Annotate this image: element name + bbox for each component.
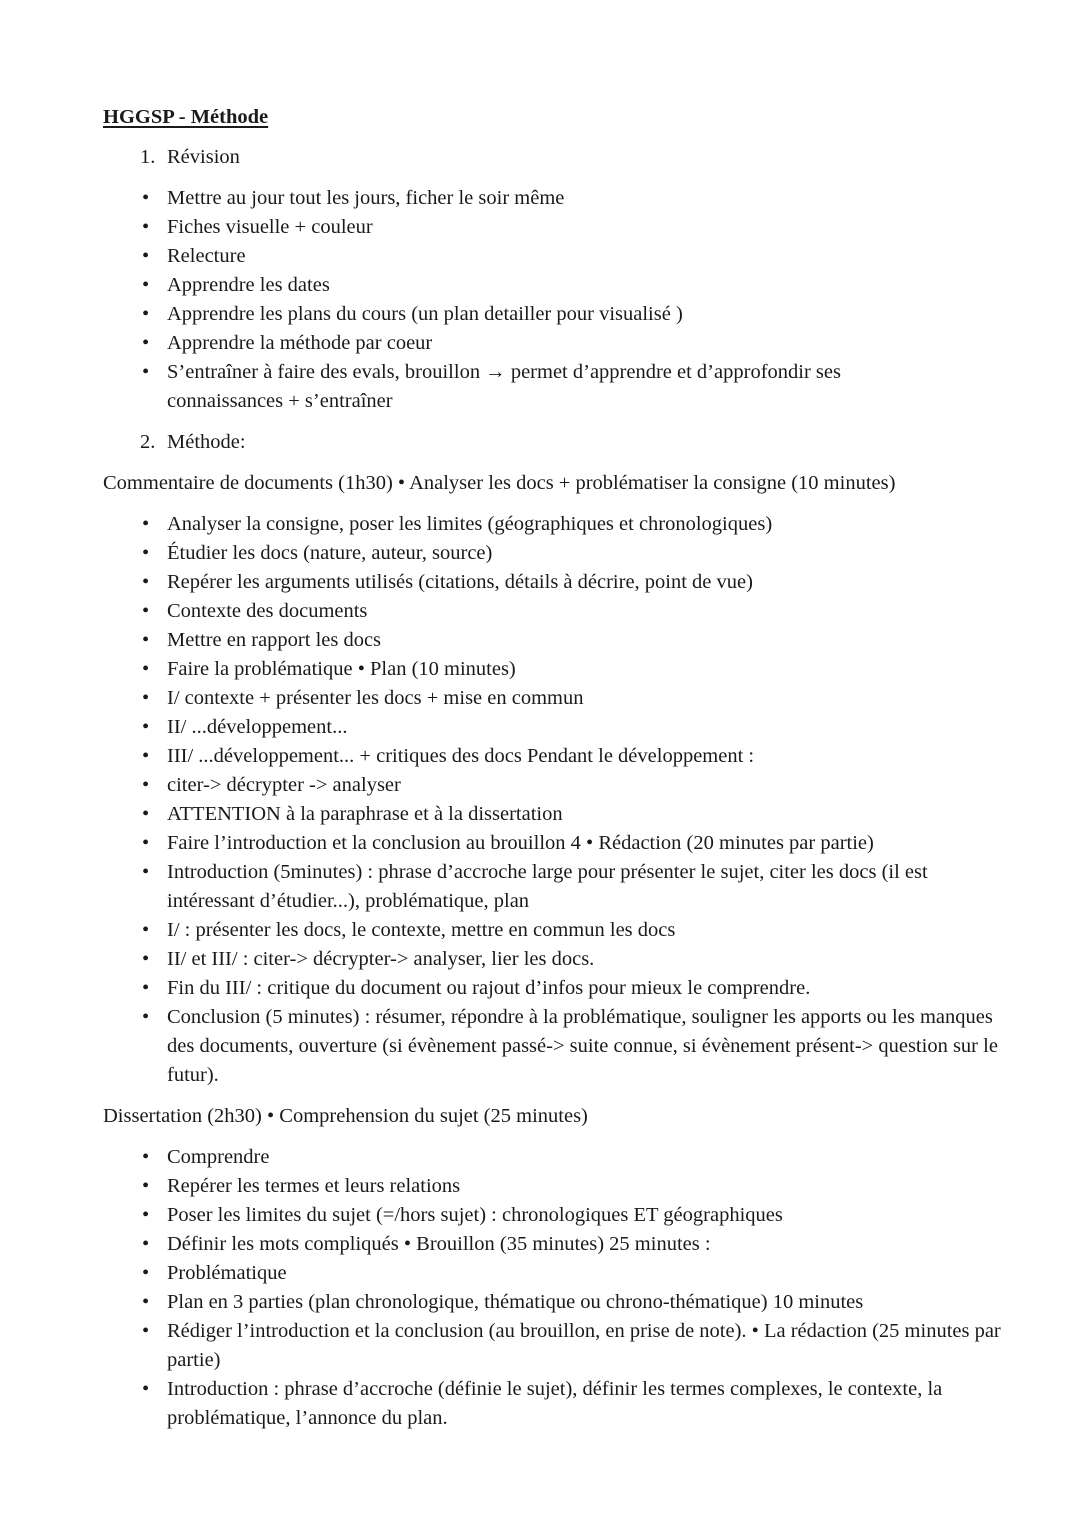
list-item: • ATTENTION à la paraphrase et à la dissertation bbox=[167, 800, 1020, 829]
list-item: • Comprendre bbox=[167, 1143, 1020, 1172]
list-item: • Étudier les docs (nature, auteur, source) bbox=[167, 539, 1020, 568]
list-item: • Analyser la consigne, poser les limites (géographiques et chronologiques) bbox=[167, 510, 1020, 539]
revision-list bbox=[103, 184, 1020, 416]
list-item: • I/ : présenter les docs, le contexte, mettre en commun les docs bbox=[167, 916, 1020, 945]
list-item: • Apprendre la méthode par coeur bbox=[167, 329, 1020, 358]
list-item: • Conclusion (5 minutes) : résumer, répondre à la problématique, souligner les apports ou les manques des documents, ouverture (si évènement passé-> suite connue, si évènement présent-> question sur le futur). bbox=[167, 1003, 1020, 1090]
dissertation-list bbox=[103, 1143, 1020, 1433]
list-item: • Faire l’introduction et la conclusion au brouillon 4 • Rédaction (20 minutes par partie) bbox=[167, 829, 1020, 858]
list-item: • Relecture bbox=[167, 242, 1020, 271]
list-item: • Faire la problématique • Plan (10 minutes) bbox=[167, 655, 1020, 684]
section-heading-item bbox=[140, 428, 1020, 457]
list-item: • Fiches visuelle + couleur bbox=[167, 213, 1020, 242]
list-item: • Contexte des documents bbox=[167, 597, 1020, 626]
section-heading-methode bbox=[103, 428, 1020, 457]
section-heading-item bbox=[140, 143, 1020, 172]
list-item: • Apprendre les dates bbox=[167, 271, 1020, 300]
list-item: • II/ et III/ : citer-> décrypter-> analyser, lier les docs. bbox=[167, 945, 1020, 974]
section-number: 2. bbox=[140, 431, 156, 453]
list-item: • Repérer les arguments utilisés (citations, détails à décrire, point de vue) bbox=[167, 568, 1020, 597]
list-item: • II/ ...développement... bbox=[167, 713, 1020, 742]
commentaire-intro: Commentaire de documents (1h30) • Analyser les docs + problématiser la consigne (10 minutes) bbox=[103, 472, 896, 494]
dissertation-intro: Dissertation (2h30) • Comprehension du sujet (25 minutes) bbox=[103, 1105, 588, 1127]
list-item: • Mettre en rapport les docs bbox=[167, 626, 1020, 655]
list-item: • I/ contexte + présenter les docs + mise en commun bbox=[167, 684, 1020, 713]
commentaire-list bbox=[103, 510, 1020, 1090]
list-item: • Introduction : phrase d’accroche (définie le sujet), définir les termes complexes, le contexte, la problématique, l’annonce du plan. bbox=[167, 1375, 1020, 1433]
section-number: 1. bbox=[140, 146, 156, 168]
list-item: • S’entraîner à faire des evals, brouillon → permet d’apprendre et d’approfondir ses connaissances + s’entraîner bbox=[167, 358, 1020, 416]
list-item: • Poser les limites du sujet (=/hors sujet) : chronologiques ET géographiques bbox=[167, 1201, 1020, 1230]
list-item: • citer-> décrypter -> analyser bbox=[167, 771, 1020, 800]
list-item: • III/ ...développement... + critiques des docs Pendant le développement : bbox=[167, 742, 1020, 771]
list-item: • Apprendre les plans du cours (un plan detailler pour visualisé ) bbox=[167, 300, 1020, 329]
section-heading-revision bbox=[103, 143, 1020, 172]
section-heading-label: Révision bbox=[167, 146, 240, 168]
list-item: • Problématique bbox=[167, 1259, 1020, 1288]
list-item: • Rédiger l’introduction et la conclusion (au brouillon, en prise de note). • La rédaction (25 minutes par partie) bbox=[167, 1317, 1020, 1375]
list-item: • Mettre au jour tout les jours, ficher le soir même bbox=[167, 184, 1020, 213]
section-heading-label: Méthode: bbox=[167, 431, 246, 453]
list-item: • Repérer les termes et leurs relations bbox=[167, 1172, 1020, 1201]
list-item: • Introduction (5minutes) : phrase d’accroche large pour présenter le sujet, citer les docs (il est intéressant d’étudier...), problématique, plan bbox=[167, 858, 1020, 916]
document-title: HGGSP - Méthode bbox=[103, 106, 269, 128]
list-item: • Plan en 3 parties (plan chronologique, thématique ou chrono-thématique) 10 minutes bbox=[167, 1288, 1020, 1317]
list-item: • Définir les mots compliqués • Brouillon (35 minutes) 25 minutes : bbox=[167, 1230, 1020, 1259]
list-item: • Fin du III/ : critique du document ou rajout d’infos pour mieux le comprendre. bbox=[167, 974, 1020, 1003]
